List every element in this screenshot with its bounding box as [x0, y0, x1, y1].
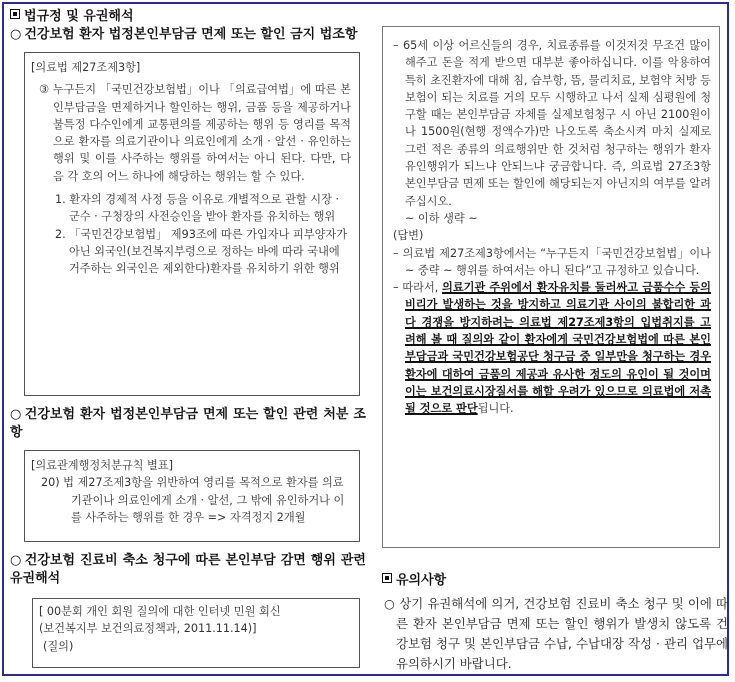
- law-item-1: 1. 환자의 경제적 사정 등을 이유로 개별적으로 관할 시장 · 군수 · 구청장의 사전승인을 받아 환자를 유치하는 행위: [55, 193, 339, 224]
- answer-tag: (답변): [393, 229, 424, 243]
- law-item-2: 2. 「국민건강보험법」 제93조에 따른 가입자나 피부양자가 아닌 외국인(보건복지부령으로 정하는 바에 따라 국내에 거주하는 외국인은 제외한다)환자를 유치하기 위한 행위: [55, 227, 348, 276]
- circle-bullet-icon: ○: [10, 553, 22, 568]
- answer-underlined-text: 의료기관 주위에서 환자유치를 둘러싸고 금품수수 등의 비리가 발생하는 것을 방지하고 의료기관 사이의 불합리한 과다 경쟁을 방지하려는 의료법 제27조제3항의 입법취지를 고려해 볼 때 질의와 같이 환자에게 국민건강보험법에 따른 본인부담금과 국민건강보험공단 청구금 중 일부만을 청구하는 경우 환자에 대하여 금품의 제공과 유사한 정도의 유인이 될 것이며 이는 보건의료시장질서를 해할 우려가 있으므로 의료법에 저촉될 것으로 판단: [405, 281, 711, 416]
- subheading-text: 건강보험 진료비 축소 청구에 따른 본인부담 감면 행위 관련 유권해석: [10, 553, 366, 586]
- notice-heading: [382, 572, 727, 590]
- inquiry-line-3: (질의): [43, 639, 74, 653]
- penalty-tag: [의료관계행정처분규칙 별표]: [31, 459, 173, 472]
- inquiry-line-2: (보건복지부 보건의료정책과, 2011.11.14)]: [39, 622, 257, 636]
- omission-mark: ~ 이하 생략 ~: [405, 211, 478, 225]
- penalty-box: [24, 450, 360, 542]
- answer-part-2-prefix: – 따라서,: [393, 281, 443, 295]
- subheading-text: 건강보험 환자 법정본인부담금 면제 또는 할인 금지 법조항: [24, 27, 358, 42]
- penalty-item: 20) 법 제27조제3항을 위반하여 영리를 목적으로 환자를 의료기관이나 의료인에게 소개 · 알선, 그 밖에 유인하거나 이를 사주하는 행위를 한 경우 => 자격정지 2개월: [41, 476, 345, 524]
- square-bullet-icon: [10, 9, 20, 19]
- law-tag: [의료법 제27조제3항]: [31, 61, 141, 74]
- left-column: [10, 8, 366, 668]
- notice-body: ○ 상기 유권해석에 의거, 건강보험 진료비 축소 청구 및 이에 따른 환자 본인부담금 면제 또는 할인 행위가 발생치 않도록 건강보험 청구 및 본인부담금 수납, 수납대장 작성 · 관리 업무에 유의하시기 바랍니다.: [384, 596, 728, 671]
- answer-part-1: – 의료법 제27조제3항에서는 “누구든지「국민건강보험법」이나 ~ 중략 ~ 행위를 하여서는 아니 된다”고 규정하고 있습니다.: [393, 246, 711, 277]
- right-column: [382, 8, 727, 674]
- question-text: – 65세 이상 어르신들의 경우, 치료종류를 이것저것 무조건 많이 해주고 돈을 적게 받으면 대부분 좋아하십니다. 이를 악용하여 특히 초진환자에 대해 침, 습부항, 뜸, 물리치료, 보험약 처방 등 보험이 되는 치료를 거의 모두 시행하고 나서 실제 심평원에 청구할 때는 본인부담금 자체를 실제보험청구 시 아닌 2100원이나 1500원(현행 정액수가)만 나오도록 축소시켜 마치 실제로 그런 적은 종류의 의료행위만 한 것처럼 청구하는 행위가 환자 유인행위가 되느냐 안되느냐 궁금합니다. 즉, 의료법 27조3항 본인부담금 면제 또는 할인에 해당되는지 아닌지의 여부를 알려주십시오.: [393, 39, 711, 208]
- section-title: 법규정 및 유권해석: [24, 9, 134, 24]
- answer-part-2-suffix: 됩니다.: [477, 402, 514, 416]
- answer-part-2: [393, 279, 711, 417]
- subheading-penalty: [10, 406, 366, 442]
- subheading-text: 건강보험 환자 법정본인부담금 면제 또는 할인 관련 처분 조항: [10, 407, 366, 440]
- subheading-law: [10, 26, 366, 44]
- document-frame: [2, 2, 729, 676]
- inquiry-box: [32, 598, 360, 668]
- law-paragraph: ③ 누구든지 「국민건강보험법」이나 「의료급여법」에 따른 본인부담금을 면제하거나 할인하는 행위, 금품 등을 제공하거나 불특정 다수인에게 교통편의를 제공하는 행위 등 영리를 목적으로 환자를 의료기관이나 의료인에게 소개 · 알선 · 유인하는 행위 및 이를 사주하는 행위를 하여서는 아니 된다. 다만, 다음 각 호의 어느 하나에 해당하는 행위는 할 수 있다.: [39, 83, 351, 183]
- section-heading: [10, 8, 366, 26]
- law-box: [24, 52, 360, 396]
- inquiry-line-1: [ 00분회 개인 회원 질의에 대한 인터넷 민원 회신: [39, 605, 281, 618]
- answer-box: [382, 26, 720, 548]
- circle-bullet-icon: ○: [10, 27, 22, 42]
- notice-title: 유의사항: [396, 573, 447, 588]
- circle-bullet-icon: ○: [10, 407, 22, 422]
- square-bullet-icon: [382, 573, 392, 583]
- subheading-interpretation: [10, 552, 366, 588]
